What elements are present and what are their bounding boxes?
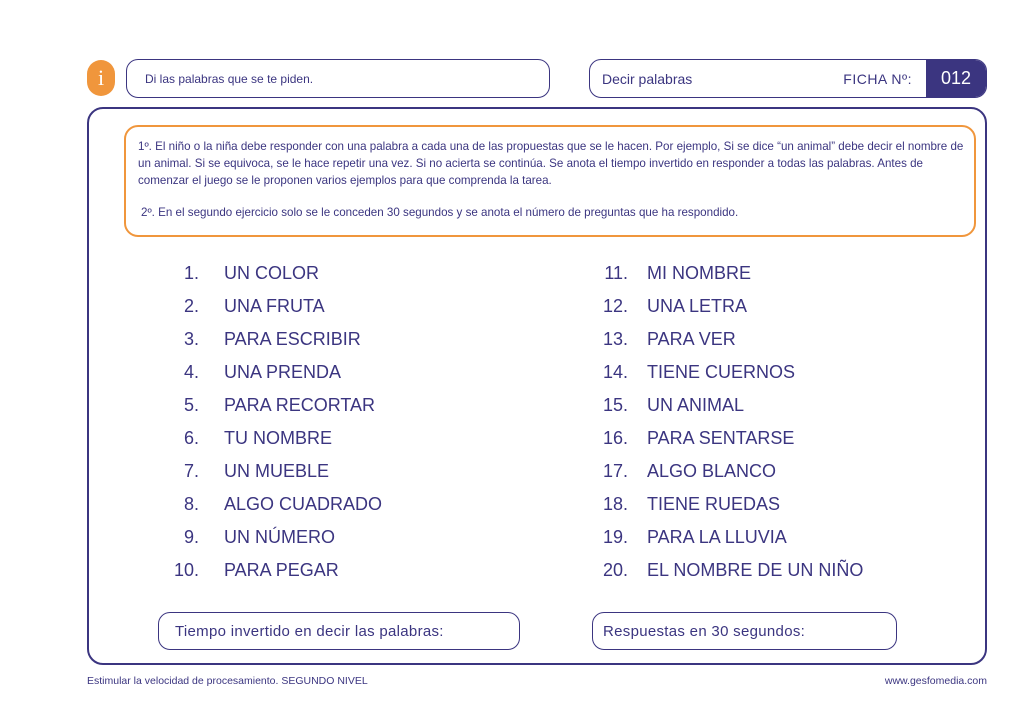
item-text: UN ANIMAL — [647, 395, 745, 415]
task-header — [589, 59, 987, 98]
item-text: TIENE CUERNOS — [647, 362, 796, 382]
item-text: PARA RECORTAR — [224, 395, 376, 415]
item-number: 18. — [602, 494, 628, 514]
item-number: 7. — [183, 461, 199, 481]
item-number: 20. — [602, 560, 628, 580]
item-text: ALGO CUADRADO — [224, 494, 383, 514]
list-item — [590, 389, 863, 422]
list-item — [163, 290, 382, 323]
word-list-right — [590, 257, 863, 587]
list-item — [163, 356, 382, 389]
instructions-box — [124, 125, 976, 237]
item-number: 11. — [604, 263, 628, 283]
list-item — [163, 521, 382, 554]
item-number: 2. — [183, 296, 199, 316]
item-text: UN NÚMERO — [224, 527, 335, 547]
list-item — [590, 257, 863, 290]
item-number: 3. — [183, 329, 199, 349]
list-item — [163, 422, 382, 455]
list-item — [590, 323, 863, 356]
list-item — [163, 554, 382, 587]
item-text: EL NOMBRE DE UN NIÑO — [647, 560, 864, 580]
time-field[interactable] — [158, 612, 520, 650]
item-text: ALGO BLANCO — [647, 461, 777, 481]
item-text: PARA VER — [647, 329, 736, 349]
list-item — [590, 290, 863, 323]
item-text: PARA LA LLUVIA — [647, 527, 787, 547]
footer-link[interactable]: www.gesfomedia.com — [884, 675, 987, 687]
item-text: MI NOMBRE — [647, 263, 752, 283]
list-item — [590, 422, 863, 455]
item-number: 12. — [602, 296, 628, 316]
item-number: 13. — [602, 329, 628, 349]
item-text: UNA PRENDA — [224, 362, 342, 382]
list-item — [590, 554, 863, 587]
item-number: 17. — [602, 461, 628, 481]
item-number: 16. — [602, 428, 628, 448]
item-number: 19. — [602, 527, 628, 547]
item-number: 4. — [183, 362, 199, 382]
instructions-paragraph-1: 1º. El niño o la niña debe responder con una palabra a cada una de las propuestas que se le hacen. Por ejemplo, Si se dice “un animal” debe decir el nombre de un animal. Si se equivoca, se le hace repetir una vez. Si no acierta se continúa. Se anota el tiempo invertido en responder a todas las palabras. Antes de comenzar el juego se le proponen varios ejemplos para que comprenda la tarea. — [138, 140, 964, 187]
item-text: UNA LETRA — [647, 296, 748, 316]
item-number: 15. — [602, 395, 628, 415]
item-text: PARA SENTARSE — [647, 428, 795, 448]
list-item — [163, 323, 382, 356]
time-field-label: Tiempo invertido en decir las palabras: — [175, 622, 444, 640]
item-text: PARA ESCRIBIR — [224, 329, 361, 349]
ficha-number: 012 — [926, 60, 986, 97]
list-item — [590, 521, 863, 554]
list-item — [590, 356, 863, 389]
item-text: PARA PEGAR — [224, 560, 339, 580]
item-text: UN MUEBLE — [224, 461, 330, 481]
list-item — [163, 257, 382, 290]
list-item — [163, 389, 382, 422]
item-text: UN COLOR — [224, 263, 320, 283]
instructions-paragraph-2: 2º. En el segundo ejercicio solo se le conceden 30 segundos y se anota el número de preguntas que ha respondido. — [141, 206, 739, 219]
item-number: 10. — [173, 560, 199, 580]
item-text: TIENE RUEDAS — [647, 494, 781, 514]
instruction-text: Di las palabras que se te piden. — [145, 71, 314, 86]
responses-field-label: Respuestas en 30 segundos: — [603, 622, 806, 640]
responses-field[interactable] — [592, 612, 897, 650]
list-item — [163, 455, 382, 488]
list-item — [590, 455, 863, 488]
task-label: Decir palabras — [602, 70, 693, 87]
item-number: 14. — [602, 362, 628, 382]
ficha-label: FICHA Nº: — [843, 70, 912, 87]
item-text: UNA FRUTA — [224, 296, 325, 316]
item-number: 1. — [183, 263, 199, 283]
word-list-left — [163, 257, 382, 587]
info-icon: i — [87, 60, 115, 96]
item-text: TU NOMBRE — [224, 428, 332, 448]
item-number: 8. — [183, 494, 199, 514]
item-number: 6. — [183, 428, 199, 448]
footer-left: Estimular la velocidad de procesamiento. SEGUNDO NIVEL — [87, 675, 368, 687]
item-number: 9. — [183, 527, 199, 547]
list-item — [163, 488, 382, 521]
item-number: 5. — [183, 395, 199, 415]
list-item — [590, 488, 863, 521]
instruction-box — [126, 59, 550, 98]
